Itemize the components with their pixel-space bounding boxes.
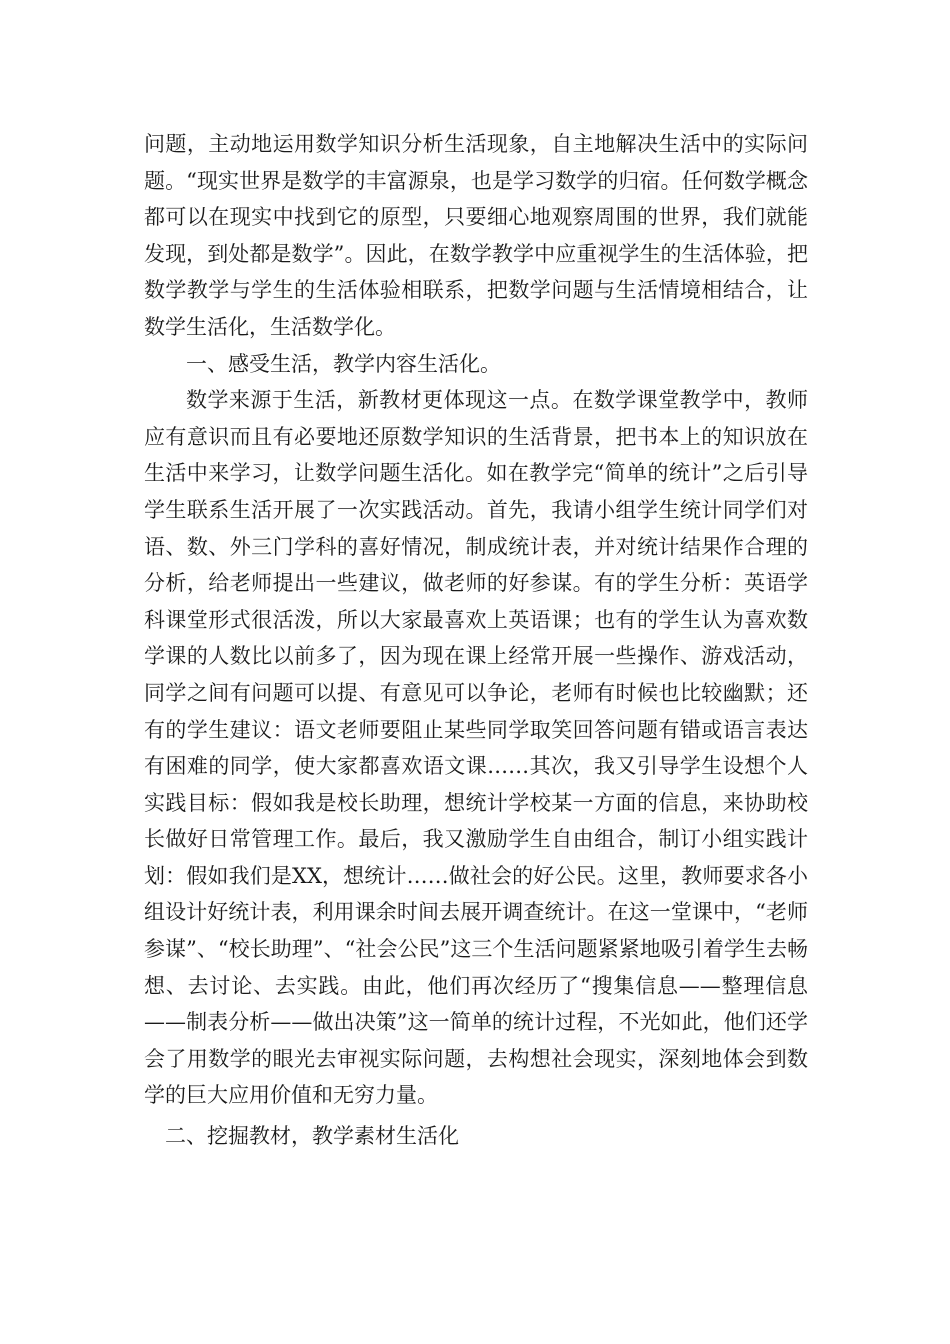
body-paragraph-1: 数学来源于生活，新教材更体现这一点。在数学课堂教学中，教师应有意识而且有必要地还原数学知识的生活背景，把书本上的知识放在生活中来学习，让数学问题生活化。如在教学完“简单的统计”之后引导学生联系生活开展了一次实践活动。首先，我请小组学生统计同学们对语、数、外三门学科的喜好情况，制成统计表，并对统计结果作合理的分析，给老师提出一些建议，做老师的好参谋。有的学生分析：英语学科课堂形式很活泼，所以大家最喜欢上英语课；也有的学生认为喜欢数学课的人数比以前多了，因为现在课上经常开展一些操作、游戏活动，同学之间有问题可以提、有意见可以争论，老师有时候也比较幽默；还有的学生建议：语文老师要阻止某些同学取笑回答问题有错或语言表达有困难的同学，使大家都喜欢语文课……其次，我又引导学生设想个人实践目标：假如我是校长助理，想统计学校某一方面的信息，来协助校长做好日常管理工作。最后，我又激励学生自由组合，制订小组实践计划：假如我们是XX，想统计……做社会的好公民。这里，教师要求各小组设计好统计表，利用课余时间去展开调查统计。在这一堂课中，“老师参谋”、“校长助理”、“社会公民”这三个生活问题紧紧地吸引着学生去畅想、去讨论、去实践。由此，他们再次经历了“搜集信息——整理信息——制表分析——做出决策”这一简单的统计过程，不光如此，他们还学会了用数学的眼光去审视实际问题，去构想社会现实，深刻地体会到数学的巨大应用价值和无穷力量。 [144,388,808,1108]
document-body [144,126,808,1155]
section-heading-2: 二、挖掘教材，教学素材生活化 [165,1124,459,1149]
intro-paragraph: 问题，主动地运用数学知识分析生活现象，自主地解决生活中的实际问题。“现实世界是数学的丰富源泉，也是学习数学的归宿。任何数学概念都可以在现实中找到它的原型，只要细心地观察周围的世界，我们就能发现，到处都是数学”。因此，在数学教学中应重视学生的生活体验，把数学教学与学生的生活体验相联系，把数学问题与生活情境相结合，让数学生活化，生活数学化。 [144,132,808,339]
section-heading-1: 一、感受生活，教学内容生活化。 [186,351,501,376]
